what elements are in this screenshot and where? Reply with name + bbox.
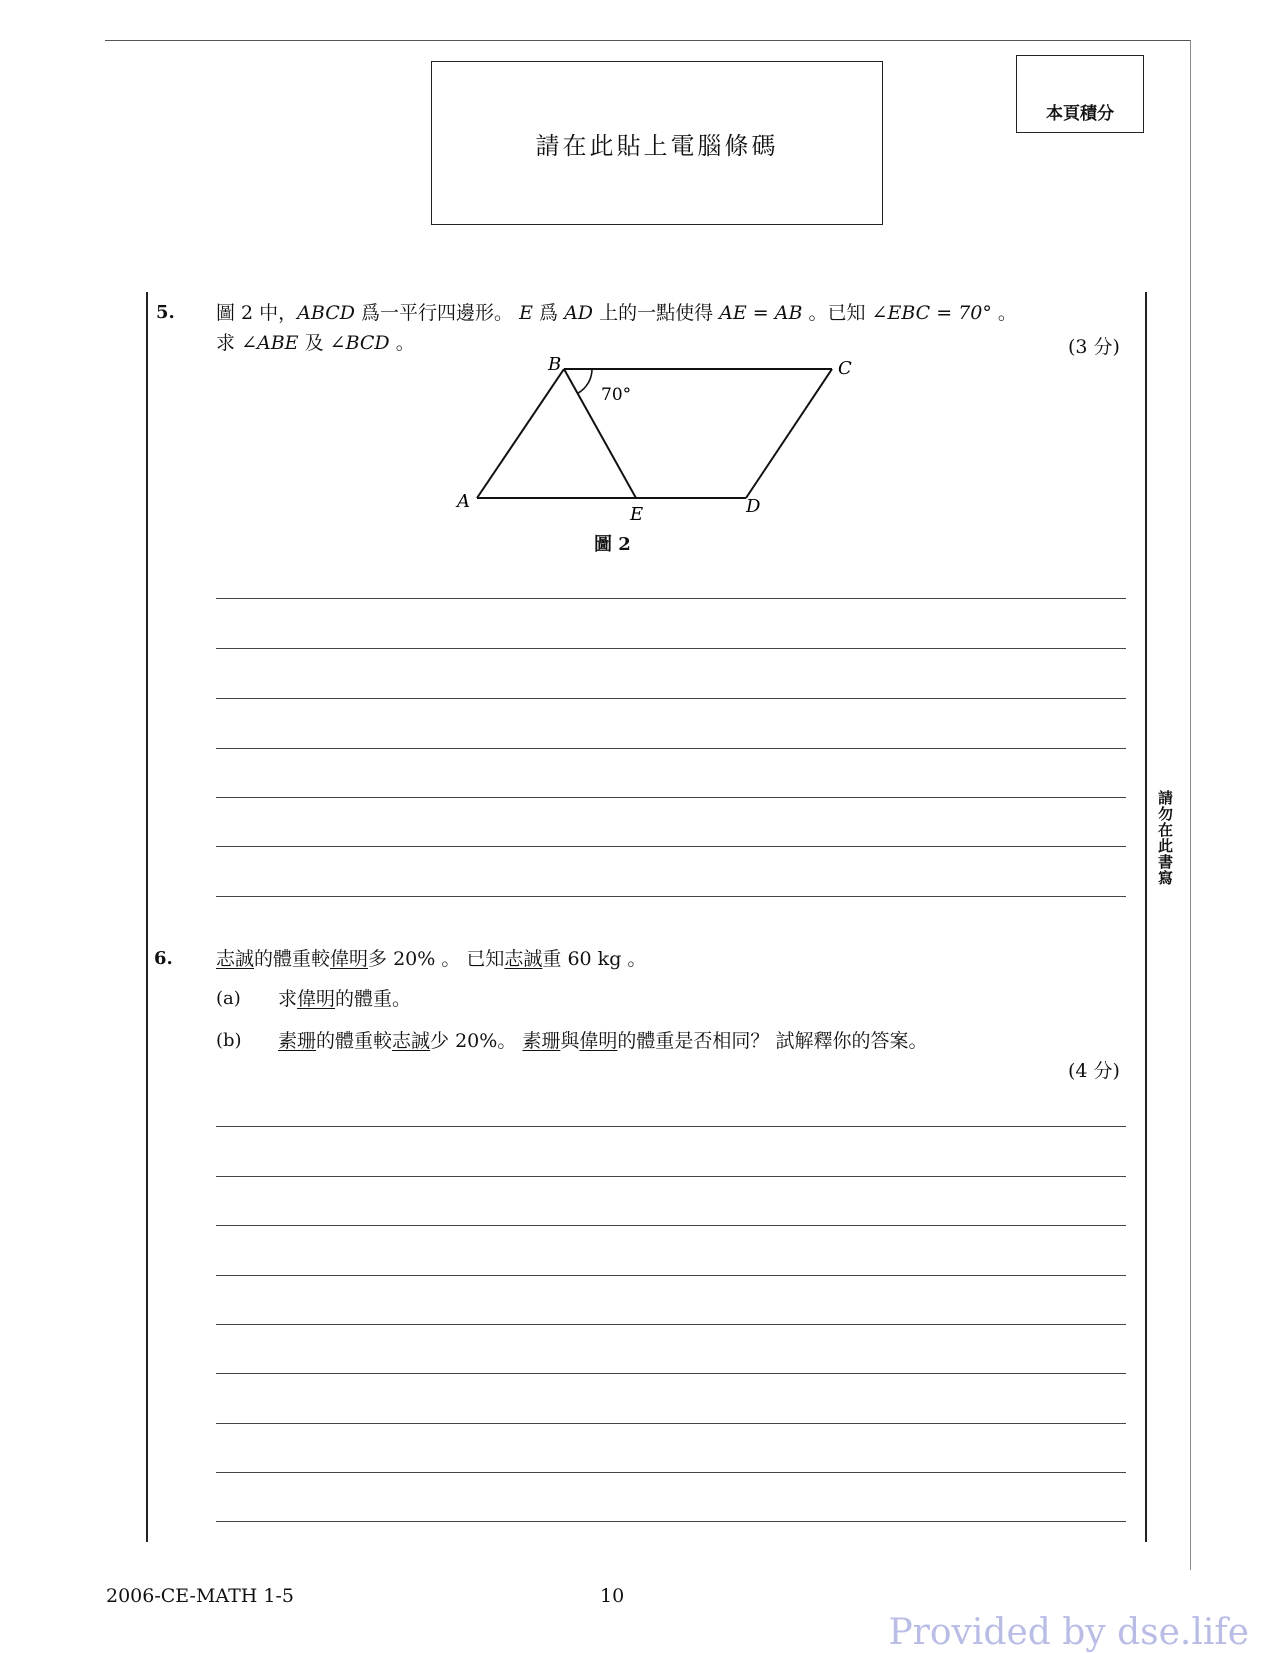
vertex-label-b: B xyxy=(548,354,562,375)
q6-part-a-text xyxy=(278,984,411,1014)
angle-label-70: 70° xyxy=(601,385,632,405)
page-score-box xyxy=(1016,55,1144,133)
q6-answer-line xyxy=(216,1126,1126,1127)
q6-name: 偉明 xyxy=(297,988,336,1010)
top-rule xyxy=(105,40,1190,41)
q6-number: 6. xyxy=(154,948,173,969)
q6-text: 的體重。 xyxy=(335,988,412,1010)
q6-name: 偉明 xyxy=(330,948,369,970)
q6-answer-line xyxy=(216,1472,1126,1473)
q6-text: 少 20%。 xyxy=(430,1030,517,1052)
q6-name: 素珊 xyxy=(522,1030,561,1052)
q5-text: 。已知 xyxy=(808,302,866,324)
q5-text: 求 xyxy=(216,332,236,354)
q6-part-b-label: (b) xyxy=(216,1030,242,1051)
footer-paper-code: 2006-CE-MATH 1-5 xyxy=(106,1585,294,1607)
barcode-label: 請在此貼上電腦條碼 xyxy=(535,131,779,160)
q6-answer-line xyxy=(216,1373,1126,1374)
footer-page-number: 10 xyxy=(600,1585,625,1607)
figure-2-caption: 圖 2 xyxy=(594,534,631,555)
q6-name: 偉明 xyxy=(579,1030,618,1052)
q6-answer-line xyxy=(216,1521,1126,1522)
q5-text: 上的一點使得 xyxy=(599,302,714,324)
q5-math: E xyxy=(519,302,533,324)
q5-text: 圖 2 中， xyxy=(216,302,298,324)
q6-marks: (4 分) xyxy=(1068,1060,1120,1082)
q6-text: 的體重是否相同？ 試解釋你的答案。 xyxy=(617,1030,928,1052)
q6-text: 重 60 kg 。 xyxy=(542,948,647,970)
q6-name: 志誠 xyxy=(216,948,255,970)
answer-area-left-border xyxy=(146,292,148,1542)
q6-name: 志誠 xyxy=(504,948,543,970)
q5-answer-line xyxy=(216,896,1126,897)
q5-math: AD xyxy=(564,302,594,324)
vertex-label-e: E xyxy=(630,504,644,525)
q6-part-a-label: (a) xyxy=(216,988,241,1009)
q5-answer-line xyxy=(216,846,1126,847)
figure-2-parallelogram xyxy=(440,352,880,537)
q5-math: ABCD xyxy=(297,302,355,324)
q6-answer-line xyxy=(216,1176,1126,1177)
q5-text: 。 xyxy=(997,302,1017,324)
answer-area-right-border xyxy=(1145,292,1147,1542)
q5-math: ∠ABE xyxy=(241,332,299,354)
page-score-label: 本頁積分 xyxy=(1046,104,1114,124)
vertex-label-c: C xyxy=(838,358,852,379)
right-margin-rule xyxy=(1190,40,1191,1570)
q5-answer-line xyxy=(216,698,1126,699)
q5-number: 5. xyxy=(156,302,175,323)
q5-stem-line1 xyxy=(216,298,1017,328)
q5-answer-line xyxy=(216,797,1126,798)
q5-math: ∠EBC = 70° xyxy=(871,302,992,324)
angle-ebc-arc xyxy=(578,369,592,393)
q5-stem-line2 xyxy=(216,328,415,358)
q6-name: 素珊 xyxy=(278,1030,317,1052)
q6-answer-line xyxy=(216,1275,1126,1276)
q5-text: 爲一平行四邊形。 xyxy=(361,302,514,324)
q6-answer-line xyxy=(216,1423,1126,1424)
q6-text: 多 20% 。 已知 xyxy=(368,948,505,970)
q5-text: 及 xyxy=(304,332,324,354)
vertex-label-a: A xyxy=(457,491,470,512)
q6-answer-line xyxy=(216,1324,1126,1325)
q5-marks: (3 分) xyxy=(1068,336,1120,358)
watermark: Provided by dse.life xyxy=(888,1612,1249,1653)
q5-text: 。 xyxy=(395,332,415,354)
q6-text: 求 xyxy=(278,988,298,1010)
q6-text: 的體重較 xyxy=(316,1030,393,1052)
q6-text: 與 xyxy=(560,1030,580,1052)
q6-stem xyxy=(216,944,646,974)
barcode-box xyxy=(431,61,883,225)
q6-answer-line xyxy=(216,1225,1126,1226)
do-not-write-note: 請勿在此書寫 xyxy=(1156,790,1174,886)
q5-answer-line xyxy=(216,648,1126,649)
q5-text: 爲 xyxy=(539,302,559,324)
side-cd xyxy=(746,369,832,498)
q5-math: ∠BCD xyxy=(329,332,390,354)
vertex-label-d: D xyxy=(746,496,761,517)
q5-answer-line xyxy=(216,748,1126,749)
side-ab xyxy=(477,369,564,498)
q5-math: AE = AB xyxy=(719,302,803,324)
q5-answer-line xyxy=(216,598,1126,599)
q6-name: 志誠 xyxy=(392,1030,431,1052)
q6-part-b-text xyxy=(278,1026,927,1056)
q6-text: 的體重較 xyxy=(254,948,331,970)
